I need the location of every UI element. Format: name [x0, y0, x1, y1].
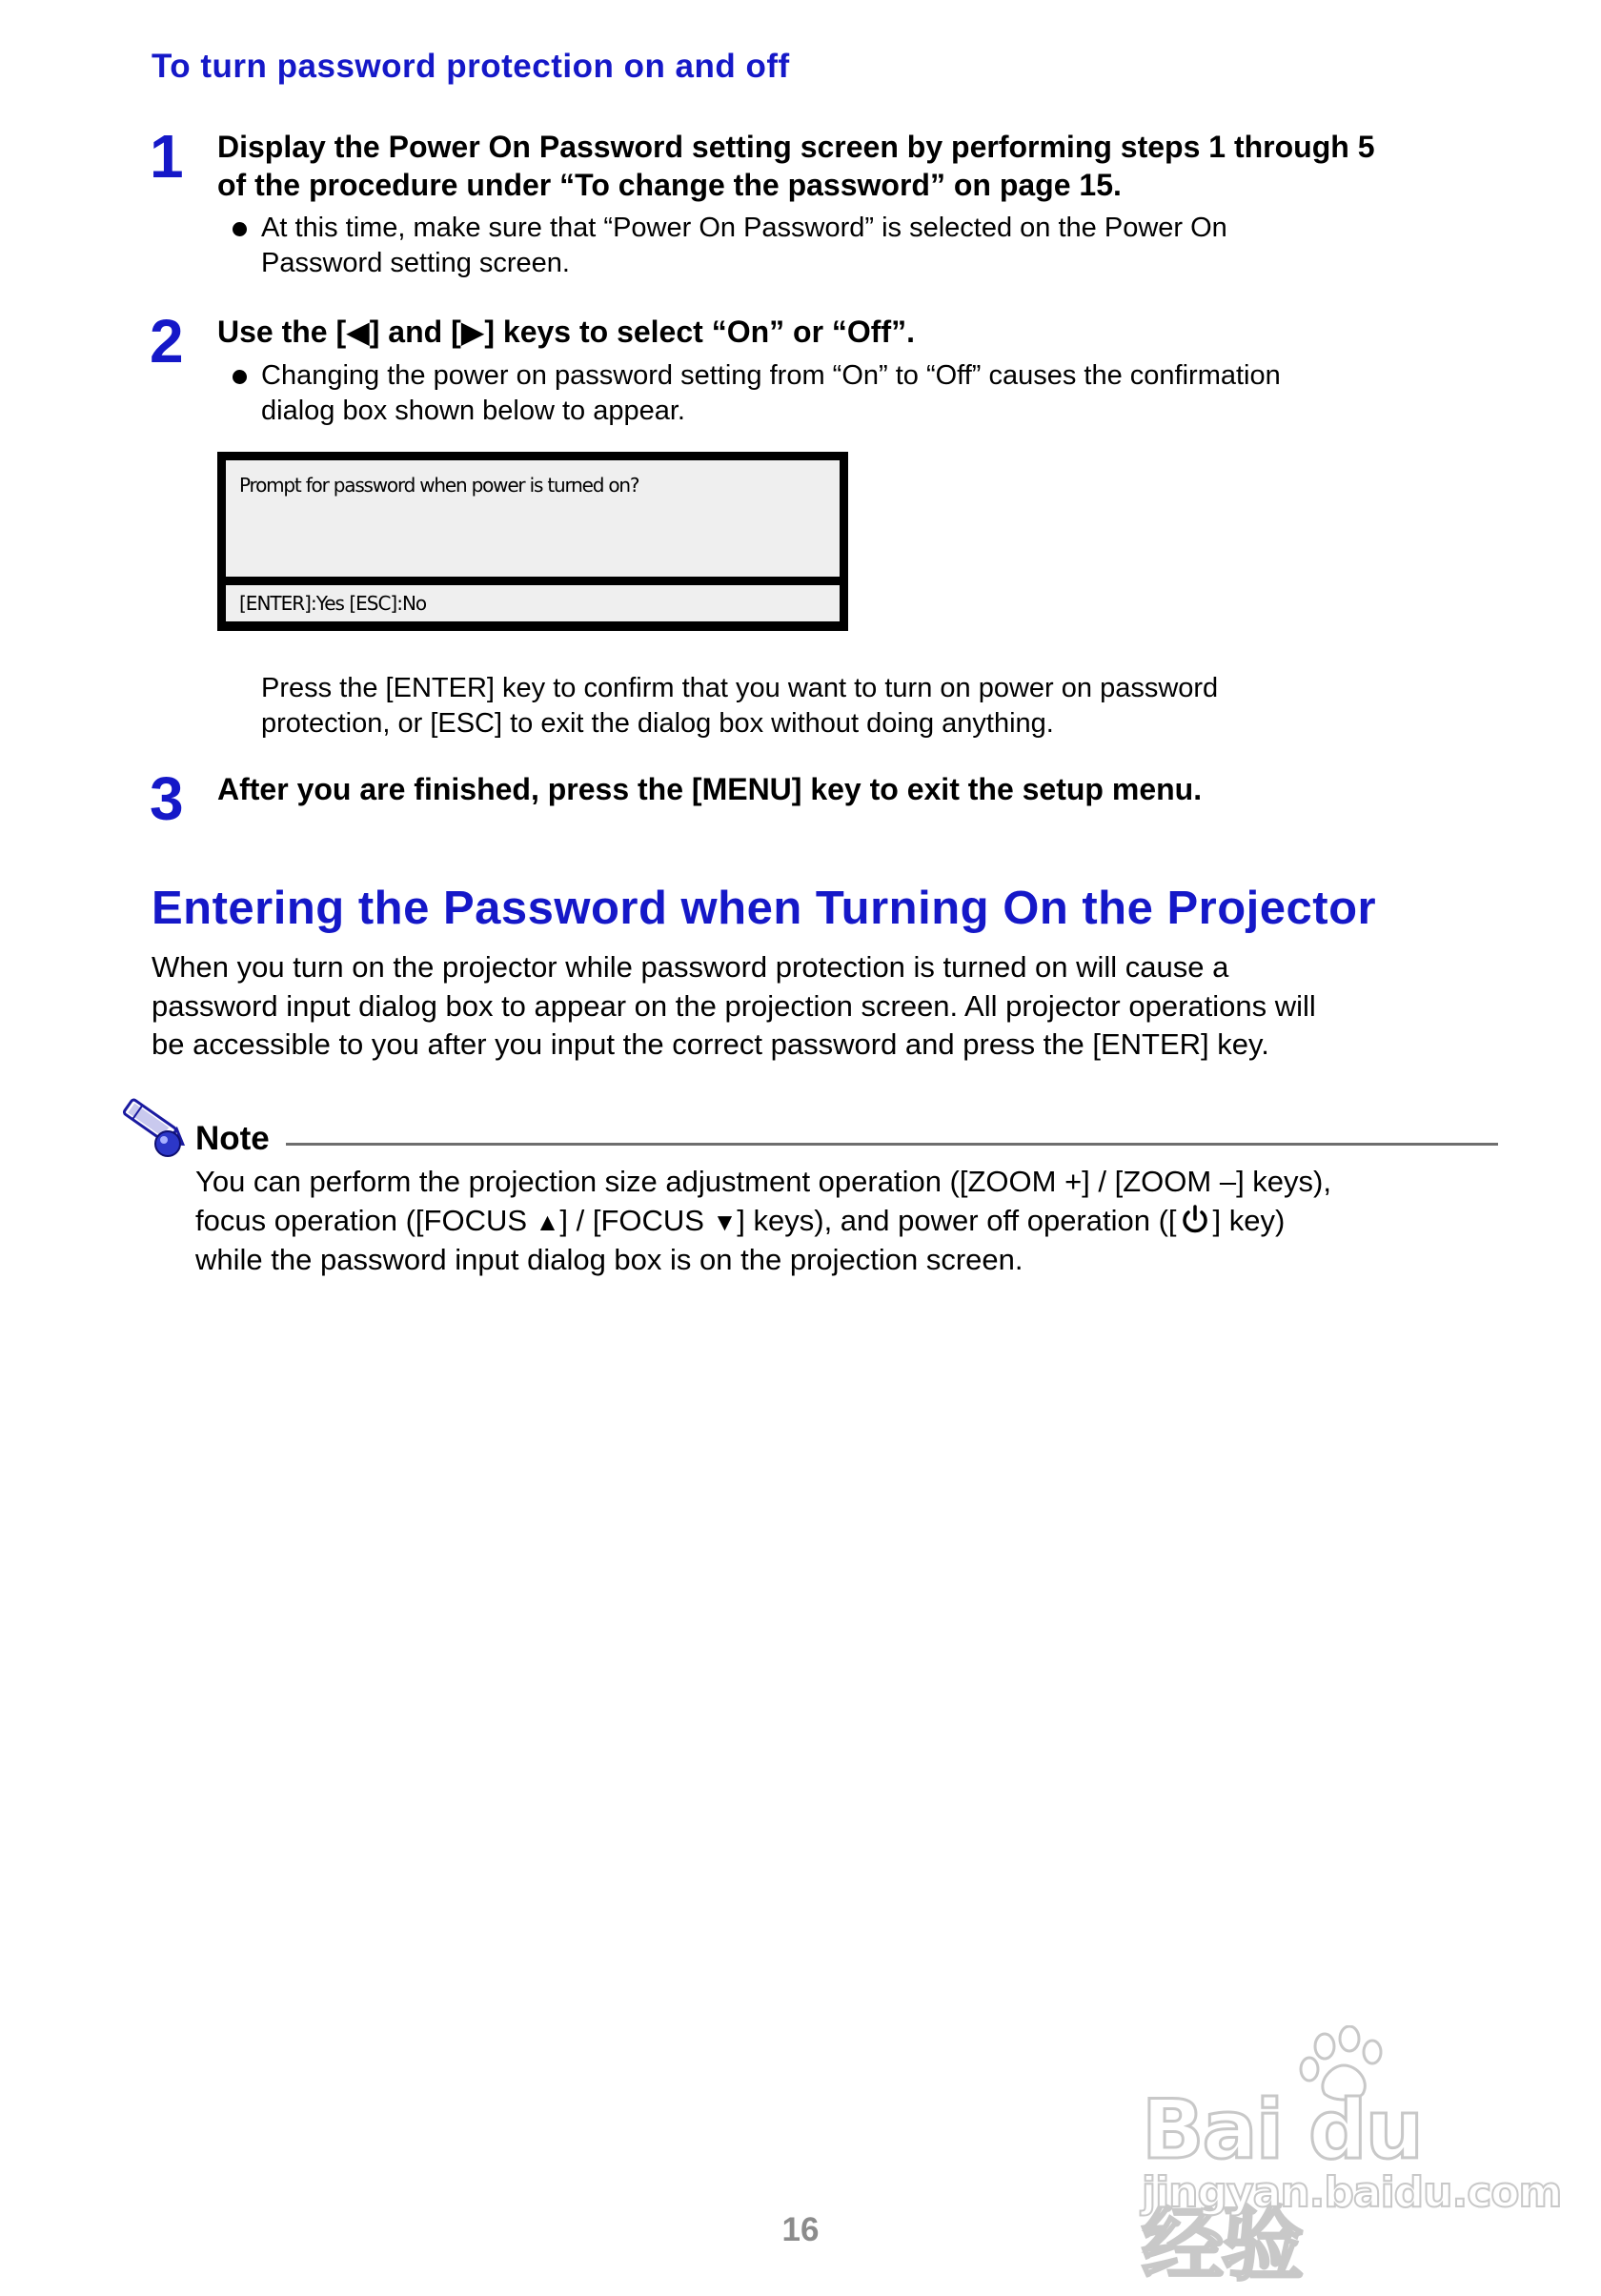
dialog-prompt: Prompt for password when power is turned on?: [226, 460, 840, 577]
step-1-title-line-1: Display the Power On Password setting screen by performing steps 1 through 5: [217, 130, 1375, 164]
baidu-watermark: [1115, 2025, 1562, 2292]
section-heading: Entering the Password when Turning On the Projector: [152, 883, 1377, 934]
step-1-bullet-line-2: Password setting screen.: [261, 248, 570, 278]
focus-down-arrow-icon: ▼: [712, 1207, 738, 1236]
note-line-3: while the password input dialog box is on the projection screen.: [195, 1243, 1023, 1276]
step-2-bullet-line-2: dialog box shown below to appear.: [261, 396, 685, 426]
watermark-brand: Bai du 经验: [1142, 2083, 1422, 2292]
subheading: To turn password protection on and off: [152, 48, 790, 85]
step-2-title-mid: ] and [: [369, 315, 461, 349]
step-2-after-line-2: protection, or [ESC] to exit the dialog box without doing anything.: [261, 708, 1054, 739]
note-pencil-icon: [114, 1094, 191, 1161]
section-body-line-1: When you turn on the projector while password protection is turned on will cause a: [152, 950, 1229, 984]
step-1-bullet: [233, 211, 1471, 287]
note-line-2-end: ] key): [1212, 1203, 1286, 1237]
note-line-1: You can perform the projection size adjustment operation ([ZOOM +] / [ZOOM –] keys),: [195, 1165, 1331, 1198]
confirmation-dialog: [217, 452, 848, 631]
bullet-dot-icon: [233, 370, 247, 384]
step-2-number: 2: [150, 307, 184, 376]
step-2-title-post: ] keys to select “On” or “Off”.: [484, 315, 915, 349]
step-2-title: [217, 313, 1532, 351]
dialog-options: [ENTER]:Yes [ESC]:No: [226, 585, 840, 621]
page-number: 16: [781, 2211, 820, 2248]
step-3-title: After you are finished, press the [MENU] key to exit the setup menu.: [217, 772, 1203, 806]
section-body: [152, 948, 1467, 1065]
note-line-2-post: ] keys), and power off operation ([: [737, 1203, 1177, 1237]
step-2-after-line-1: Press the [ENTER] key to confirm that you want to turn on power on password: [261, 673, 1219, 703]
right-arrow-key-icon: ▶: [460, 315, 485, 349]
note-divider: [286, 1143, 1498, 1146]
note-line-2-pre: focus operation ([FOCUS: [195, 1203, 536, 1237]
step-3-number: 3: [150, 764, 184, 833]
step-1-number: 1: [150, 122, 184, 191]
power-icon: [1177, 1204, 1213, 1236]
left-arrow-key-icon: ◀: [346, 315, 370, 349]
step-2-after-text: [261, 671, 1500, 742]
step-1-bullet-line-1: At this time, make sure that “Power On Password” is selected on the Power On: [261, 213, 1227, 243]
step-2-bullet-line-1: Changing the power on password setting from “On” to “Off” causes the confirmation: [261, 360, 1281, 391]
note-line-2: [195, 1202, 1482, 1242]
watermark-url: jingyan.baidu.com: [1142, 2168, 1562, 2217]
section-body-line-2: password input dialog box to appear on the projection screen. All projector operations will: [152, 988, 1316, 1023]
note-label: Note: [195, 1120, 270, 1157]
step-2-bullet: [233, 358, 1471, 435]
step-1-title-line-2: of the procedure under “To change the password” on page 15.: [217, 168, 1122, 202]
section-body-line-3: be accessible to you after you input the correct password and press the [ENTER] key.: [152, 1027, 1269, 1061]
step-1-title: [217, 128, 1532, 204]
note-text: [195, 1163, 1482, 1280]
note-line-2-mid: ] / [FOCUS: [559, 1203, 713, 1237]
step-2-title-pre: Use the [: [217, 315, 347, 349]
focus-up-arrow-icon: ▲: [535, 1207, 560, 1236]
bullet-dot-icon: [233, 222, 247, 236]
